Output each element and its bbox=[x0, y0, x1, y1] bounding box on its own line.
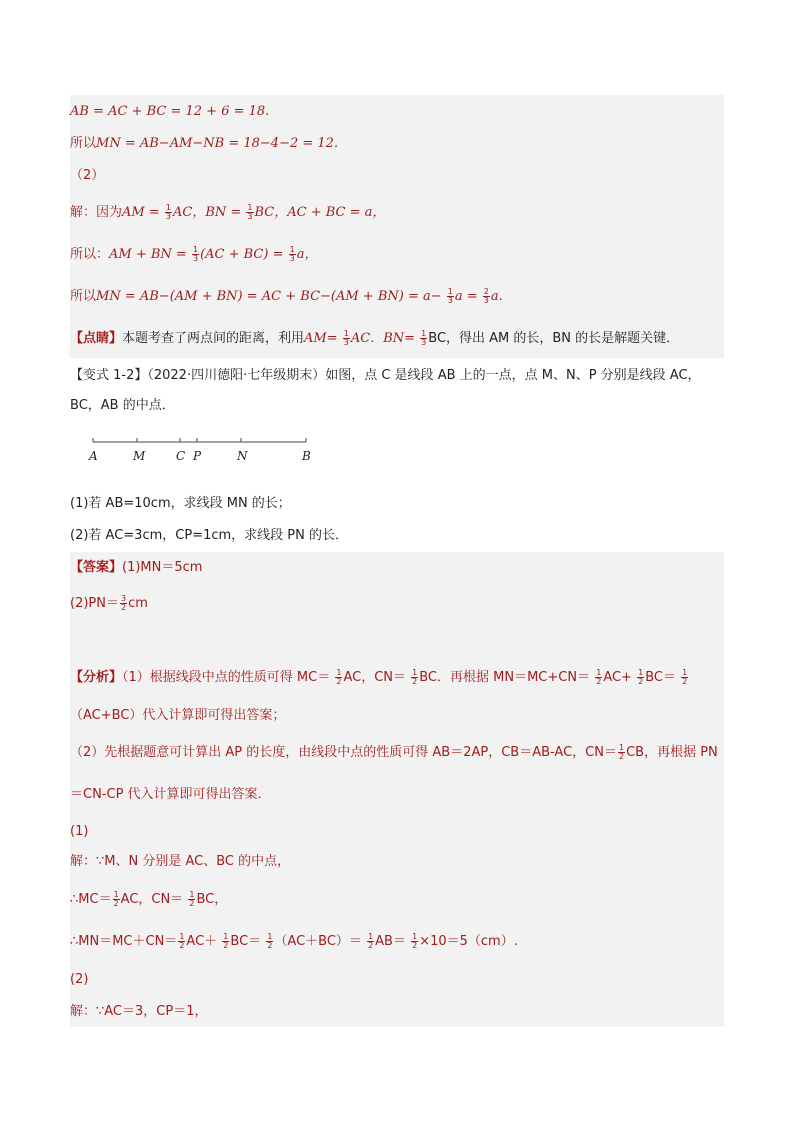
line-because: 解：因为AM = $\frac{1}{3}$ AC，BN = $\frac{1}{3}$ BC，AC + BC = a， bbox=[70, 203, 386, 221]
analysis-line-1: 【分析】（1）根据线段中点的性质可得 MC＝ $\frac{1}{2}$ AC，CN＝ $\frac{1}{2}$ BC．再根据 MN＝MC+CN＝ $\frac{1}{2}$ AC+ $\frac{1}{2}$ BC＝ $\frac{1}{2}$ bbox=[70, 668, 688, 686]
fraction: $\frac{1}{2}$ bbox=[682, 668, 688, 686]
solution-part-2: (2) bbox=[70, 972, 89, 987]
fraction: $\frac{1}{2}$ bbox=[336, 668, 342, 686]
solution-part-1: (1) bbox=[70, 824, 89, 839]
line-mn-expression: 所以MN = AB−(AM + BN) = AC + BC−(AM + BN) = a− $\frac{1}{3}$ a = $\frac{2}{3}$ a. bbox=[70, 287, 503, 305]
answer-line-1: 【答案】(1)MN＝5cm bbox=[70, 560, 203, 575]
fraction: $\frac{1}{2}$ bbox=[596, 668, 602, 686]
fraction: $\frac{1}{3}$ bbox=[192, 245, 199, 263]
solution-line-3: ∴MN＝MC＋CN＝ $\frac{1}{2}$ AC＋ $\frac{1}{2}$ BC＝ $\frac{1}{2}$ （AC＋BC）＝ $\frac{1}{2}$ AB＝ $\frac{1}{2}$ ×10＝5（cm）. bbox=[70, 932, 518, 950]
fraction: $\frac{1}{2}$ bbox=[179, 932, 185, 950]
point-label-P: P bbox=[193, 449, 202, 463]
point-label-N: N bbox=[237, 449, 248, 463]
fraction: $\frac{1}{2}$ bbox=[412, 932, 418, 950]
fraction: $\frac{1}{3}$ bbox=[247, 203, 253, 221]
line-part-2: （2） bbox=[70, 168, 105, 183]
point-label-A: A bbox=[89, 449, 98, 463]
problem-title: 【变式 1-2】（2022·四川德阳·七年级期末）如图，点 C 是线段 AB 上的一点，点 M、N、P 分别是线段 AC， bbox=[70, 368, 701, 383]
answer-line-2: (2)PN＝ $\frac{3}{2}$ cm bbox=[70, 594, 148, 612]
point-label-B: B bbox=[302, 449, 311, 463]
analysis-line-2: （AC+BC）代入计算即可得出答案； bbox=[70, 708, 286, 723]
segment-diagram bbox=[80, 432, 320, 466]
fraction: $\frac{1}{3}$ bbox=[343, 329, 349, 347]
line-comment: 【点睛】本题考查了两点间的距离，利用AM= $\frac{1}{3}$ AC．BN= $\frac{1}{3}$ BC，得出 AM 的长，BN 的长是解题关键． bbox=[70, 329, 680, 347]
solution-line-1: 解：∵M、N 分别是 AC、BC 的中点， bbox=[70, 854, 291, 869]
fraction: $\frac{3}{2}$ bbox=[120, 594, 127, 612]
line-ab-sum: AB = AC + BC = 12 + 6 = 18. bbox=[70, 104, 270, 119]
fraction: $\frac{1}{2}$ bbox=[113, 890, 119, 908]
fraction: $\frac{1}{3}$ bbox=[447, 287, 453, 305]
fraction: $\frac{1}{2}$ bbox=[618, 743, 625, 761]
fraction: $\frac{1}{3}$ bbox=[289, 245, 295, 263]
problem-title-cont: BC，AB 的中点． bbox=[70, 398, 175, 413]
analysis-line-4: ＝CN-CP 代入计算即可得出答案． bbox=[70, 787, 271, 802]
fraction: $\frac{1}{2}$ bbox=[189, 890, 195, 908]
question-2: (2)若 AC=3cm，CP=1cm，求线段 PN 的长． bbox=[70, 528, 348, 543]
solution-line-4: 解：∵AC＝3，CP＝1， bbox=[70, 1004, 208, 1019]
fraction: $\frac{2}{3}$ bbox=[483, 287, 489, 305]
point-label-M: M bbox=[133, 449, 146, 463]
solution-line-2: ∴MC＝ $\frac{1}{2}$ AC，CN＝ $\frac{1}{2}$ BC， bbox=[70, 890, 228, 908]
fraction: $\frac{1}{2}$ bbox=[368, 932, 374, 950]
fraction: $\frac{1}{2}$ bbox=[267, 932, 273, 950]
point-label-C: C bbox=[176, 449, 186, 463]
fraction: $\frac{1}{3}$ bbox=[165, 203, 171, 221]
line-am-bn: 所以：AM + BN = $\frac{1}{3}$ (AC + BC) = $\frac{1}{3}$ a， bbox=[70, 245, 318, 263]
fraction: $\frac{1}{2}$ bbox=[223, 932, 229, 950]
line-mn-result: 所以MN = AB−AM−NB = 18−4−2 = 12. bbox=[70, 136, 339, 151]
fraction: $\frac{1}{3}$ bbox=[421, 329, 427, 347]
question-1: (1)若 AB=10cm，求线段 MN 的长； bbox=[70, 496, 291, 511]
fraction: $\frac{1}{2}$ bbox=[412, 668, 418, 686]
fraction: $\frac{1}{2}$ bbox=[638, 668, 644, 686]
analysis-line-3: （2）先根据题意可计算出 AP 的长度，由线段中点的性质可得 AB＝2AP，CB＝AB-AC，CN＝ $\frac{1}{2}$ CB，再根据 PN bbox=[70, 743, 718, 761]
